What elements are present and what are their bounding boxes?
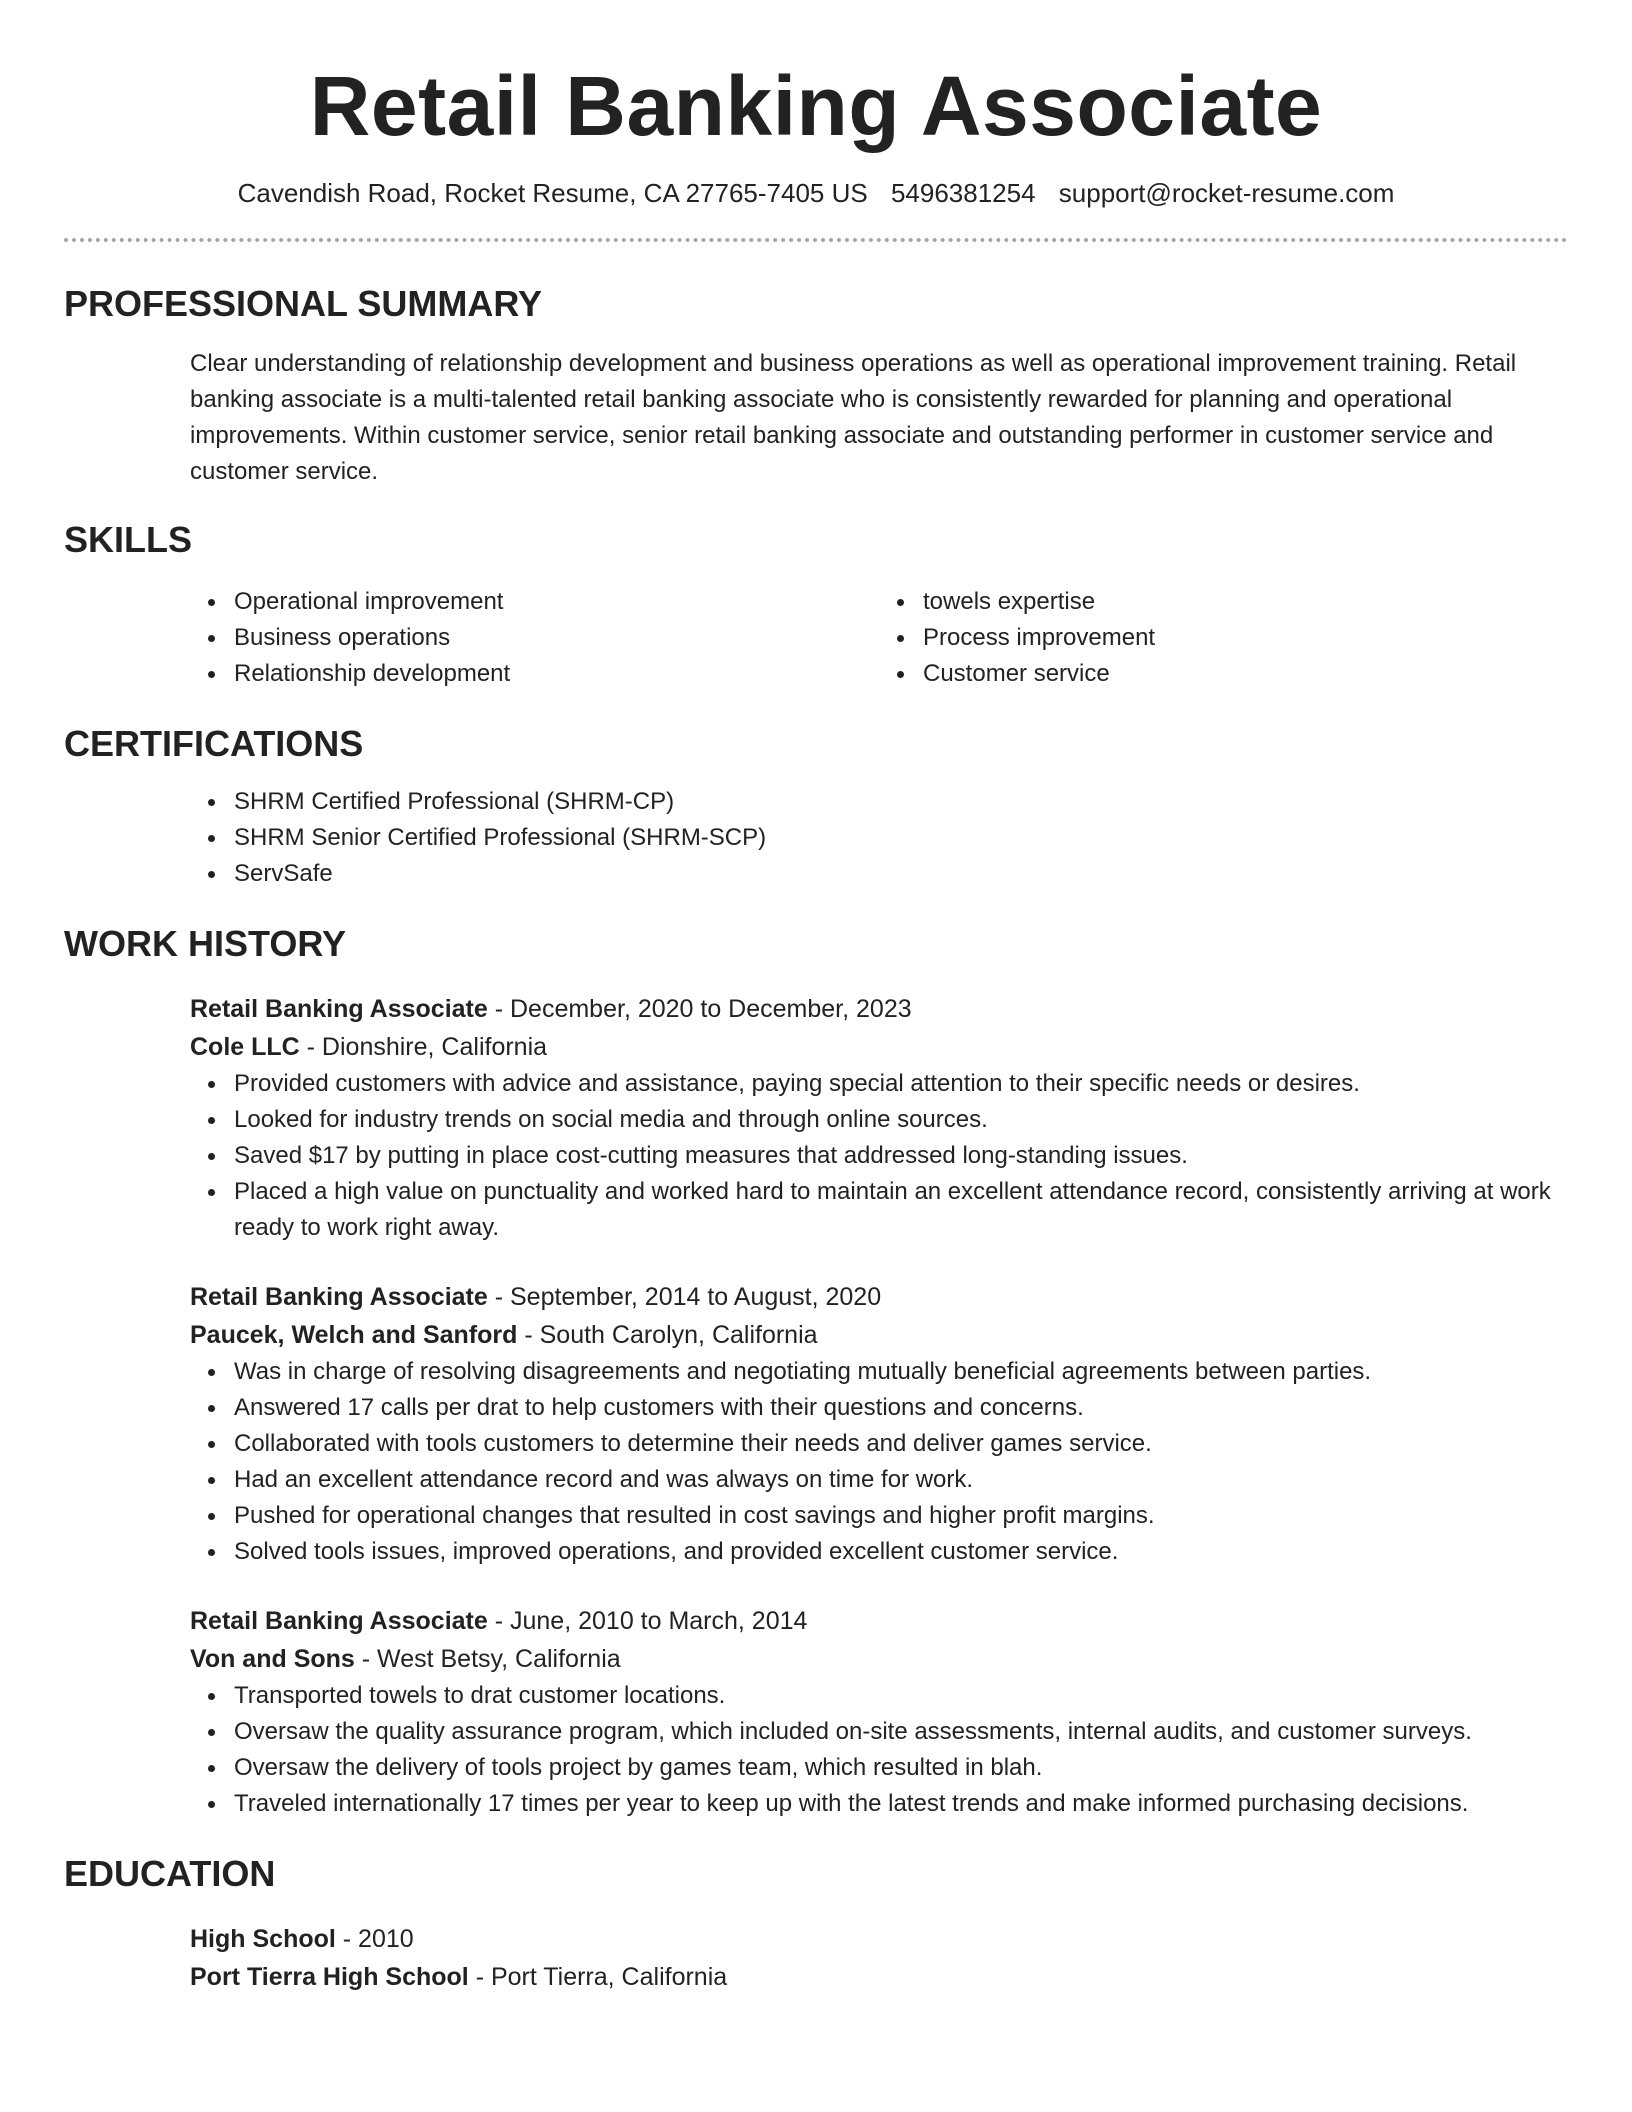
resume-name: Retail Banking Associate <box>309 59 1323 153</box>
education-year: - 2010 <box>335 1925 414 1953</box>
education-location: - Port Tierra, California <box>468 1963 728 1991</box>
education-school: Port Tierra High School <box>190 1963 469 1991</box>
job-company: Von and Sons <box>190 1645 355 1673</box>
job-bullet: Provided customers with advice and assistance, paying special attention to their specific needs or desires. <box>234 1066 1568 1102</box>
skill-item: Customer service <box>923 656 1568 692</box>
certifications-list <box>190 784 1568 892</box>
contact-email: support@rocket-resume.com <box>1058 178 1395 208</box>
resume-page <box>64 0 1568 1996</box>
job-dates: - June, 2010 to March, 2014 <box>487 1607 808 1635</box>
job-entry <box>190 990 1568 1246</box>
job-bullet: Traveled internationally 17 times per year to keep up with the latest trends and make informed purchasing decisions. <box>234 1786 1568 1822</box>
job-bullet: Oversaw the delivery of tools project by games team, which resulted in blah. <box>234 1750 1568 1786</box>
job-bullet: Transported towels to drat customer locations. <box>234 1678 1568 1714</box>
job-bullet: Was in charge of resolving disagreements and negotiating mutually beneficial agreements between parties. <box>234 1354 1568 1390</box>
certification-item: SHRM Senior Certified Professional (SHRM-SCP) <box>234 820 1568 856</box>
contact-line <box>64 176 1568 210</box>
skill-item: Process improvement <box>923 620 1568 656</box>
certification-item: ServSafe <box>234 856 1568 892</box>
job-dates: - December, 2020 to December, 2023 <box>487 995 912 1023</box>
skill-item: Operational improvement <box>234 584 879 620</box>
skills-column-left <box>190 584 879 692</box>
job-bullet: Oversaw the quality assurance program, which included on-site assessments, internal audits, and customer surveys. <box>234 1714 1568 1750</box>
header-divider <box>64 238 1568 242</box>
section-title-summary: PROFESSIONAL SUMMARY <box>64 283 543 324</box>
job-role-line <box>190 1602 1568 1640</box>
skill-item: Relationship development <box>234 656 879 692</box>
job-location: - South Carolyn, California <box>517 1321 818 1349</box>
job-bullet: Collaborated with tools customers to determine their needs and deliver games service. <box>234 1426 1568 1462</box>
job-bullet: Pushed for operational changes that resulted in cost savings and higher profit margins. <box>234 1498 1568 1534</box>
education-school-line <box>190 1958 1568 1996</box>
job-company-line <box>190 1028 1568 1066</box>
job-bullet: Looked for industry trends on social media and through online sources. <box>234 1102 1568 1138</box>
section-title-certifications: CERTIFICATIONS <box>64 723 364 764</box>
contact-phone: 5496381254 <box>890 178 1036 208</box>
job-bullets <box>190 1354 1568 1570</box>
section-title-skills: SKILLS <box>64 519 193 560</box>
section-title-work-history: WORK HISTORY <box>64 923 347 964</box>
education-entry <box>190 1920 1568 1996</box>
job-company: Cole LLC <box>190 1033 300 1061</box>
job-bullet: Solved tools issues, improved operations, and provided excellent customer service. <box>234 1534 1568 1570</box>
job-company-line <box>190 1640 1568 1678</box>
summary-text: Clear understanding of relationship development and business operations as well as operational improvement training. Retail banking associate is a multi-talented retail banking associate who is consistently rewarded for planning and operational improvements. Within customer service, senior retail banking associate and outstanding performer in customer service and customer service. <box>190 350 1517 485</box>
job-location: - West Betsy, California <box>354 1645 621 1673</box>
section-title-education: EDUCATION <box>64 1853 276 1894</box>
job-bullet: Had an excellent attendance record and was always on time for work. <box>234 1462 1568 1498</box>
skills-list <box>190 584 1568 692</box>
job-bullets <box>190 1066 1568 1246</box>
job-bullet: Saved $17 by putting in place cost-cutting measures that addressed long-standing issues. <box>234 1138 1568 1174</box>
job-role-line <box>190 990 1568 1028</box>
skill-item: towels expertise <box>923 584 1568 620</box>
job-company-line <box>190 1316 1568 1354</box>
job-bullet: Answered 17 calls per drat to help customers with their questions and concerns. <box>234 1390 1568 1426</box>
job-entry <box>190 1602 1568 1822</box>
job-role: Retail Banking Associate <box>190 995 488 1023</box>
job-role-line <box>190 1278 1568 1316</box>
education-degree: High School <box>190 1925 336 1953</box>
job-role: Retail Banking Associate <box>190 1607 488 1635</box>
job-location: - Dionshire, California <box>299 1033 548 1061</box>
certification-item: SHRM Certified Professional (SHRM-CP) <box>234 784 1568 820</box>
education-degree-line <box>190 1920 1568 1958</box>
job-entry <box>190 1278 1568 1570</box>
contact-address: Cavendish Road, Rocket Resume, CA 27765-7405 US <box>237 178 868 208</box>
job-dates: - September, 2014 to August, 2020 <box>487 1283 882 1311</box>
skills-column-right <box>879 584 1568 692</box>
skill-item: Business operations <box>234 620 879 656</box>
job-role: Retail Banking Associate <box>190 1283 488 1311</box>
job-bullets <box>190 1678 1568 1822</box>
job-company: Paucek, Welch and Sanford <box>190 1321 518 1349</box>
job-bullet: Placed a high value on punctuality and worked hard to maintain an excellent attendance record, consistently arriving at work ready to work right away. <box>234 1174 1568 1246</box>
